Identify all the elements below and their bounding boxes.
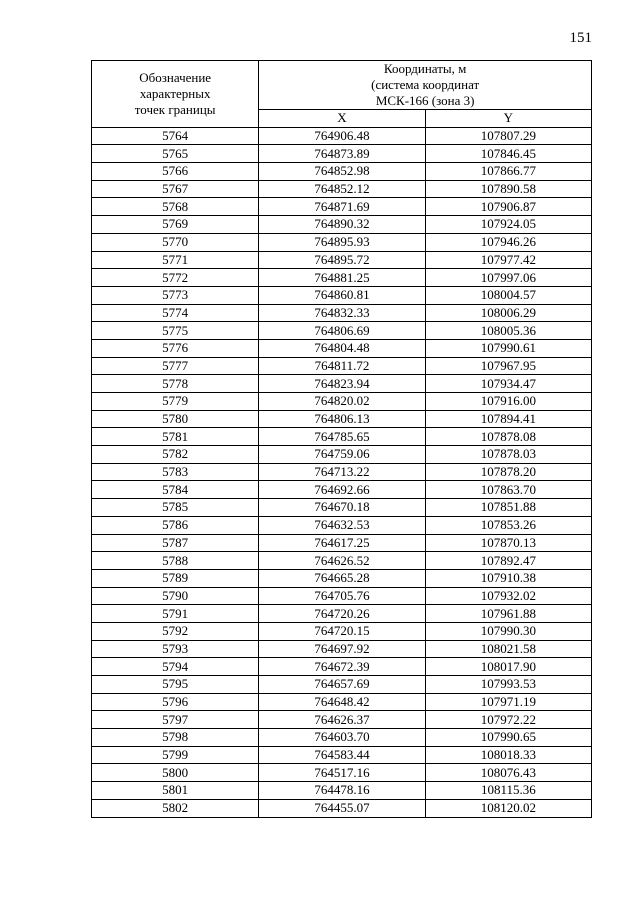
header-point-designation bbox=[92, 61, 259, 128]
cell-y: 107924.05 bbox=[425, 216, 591, 234]
table-row bbox=[92, 269, 592, 287]
table-row bbox=[92, 322, 592, 340]
cell-point: 5782 bbox=[92, 446, 259, 464]
cell-x: 764759.06 bbox=[259, 446, 425, 464]
cell-y: 107866.77 bbox=[425, 163, 591, 181]
table-row bbox=[92, 587, 592, 605]
cell-point: 5789 bbox=[92, 569, 259, 587]
table-row bbox=[92, 499, 592, 517]
cell-point: 5780 bbox=[92, 410, 259, 428]
cell-x: 764785.65 bbox=[259, 428, 425, 446]
table-row bbox=[92, 622, 592, 640]
cell-y: 107997.06 bbox=[425, 269, 591, 287]
table-row bbox=[92, 640, 592, 658]
cell-x: 764806.69 bbox=[259, 322, 425, 340]
cell-x: 764890.32 bbox=[259, 216, 425, 234]
table-row bbox=[92, 481, 592, 499]
cell-y: 107932.02 bbox=[425, 587, 591, 605]
cell-y: 108006.29 bbox=[425, 304, 591, 322]
cell-point: 5781 bbox=[92, 428, 259, 446]
cell-point: 5795 bbox=[92, 676, 259, 694]
header-point-line: Обозначение bbox=[139, 69, 212, 85]
cell-x: 764881.25 bbox=[259, 269, 425, 287]
header-coordinates bbox=[259, 61, 592, 110]
cell-point: 5777 bbox=[92, 357, 259, 375]
cell-x: 764626.37 bbox=[259, 711, 425, 729]
cell-point: 5798 bbox=[92, 729, 259, 747]
table-row bbox=[92, 782, 592, 800]
table-row bbox=[92, 375, 592, 393]
cell-point: 5787 bbox=[92, 534, 259, 552]
cell-y: 107906.87 bbox=[425, 198, 591, 216]
table-row bbox=[92, 676, 592, 694]
table-row bbox=[92, 729, 592, 747]
cell-point: 5776 bbox=[92, 339, 259, 357]
cell-y: 108120.02 bbox=[425, 799, 591, 817]
table-row bbox=[92, 552, 592, 570]
header-coords-line: (система координат bbox=[371, 77, 480, 92]
table-row bbox=[92, 446, 592, 464]
cell-point: 5785 bbox=[92, 499, 259, 517]
table-row bbox=[92, 746, 592, 764]
table-row bbox=[92, 357, 592, 375]
cell-x: 764617.25 bbox=[259, 534, 425, 552]
cell-y: 107946.26 bbox=[425, 233, 591, 251]
cell-point: 5793 bbox=[92, 640, 259, 658]
cell-point: 5766 bbox=[92, 163, 259, 181]
table-row bbox=[92, 304, 592, 322]
cell-y: 107851.88 bbox=[425, 499, 591, 517]
table-row bbox=[92, 605, 592, 623]
cell-point: 5792 bbox=[92, 622, 259, 640]
cell-x: 764895.72 bbox=[259, 251, 425, 269]
cell-y: 107894.41 bbox=[425, 410, 591, 428]
cell-x: 764823.94 bbox=[259, 375, 425, 393]
cell-point: 5801 bbox=[92, 782, 259, 800]
cell-point: 5770 bbox=[92, 233, 259, 251]
cell-point: 5775 bbox=[92, 322, 259, 340]
cell-point: 5802 bbox=[92, 799, 259, 817]
table-row bbox=[92, 145, 592, 163]
table-row bbox=[92, 198, 592, 216]
cell-y: 107967.95 bbox=[425, 357, 591, 375]
cell-point: 5790 bbox=[92, 587, 259, 605]
header-x: X bbox=[259, 110, 425, 128]
table-row bbox=[92, 711, 592, 729]
cell-y: 107990.30 bbox=[425, 622, 591, 640]
cell-y: 107910.38 bbox=[425, 569, 591, 587]
table-row bbox=[92, 251, 592, 269]
cell-y: 107890.58 bbox=[425, 180, 591, 198]
cell-point: 5799 bbox=[92, 746, 259, 764]
cell-point: 5773 bbox=[92, 286, 259, 304]
coordinates-table bbox=[91, 60, 592, 818]
cell-point: 5788 bbox=[92, 552, 259, 570]
cell-point: 5772 bbox=[92, 269, 259, 287]
table-row bbox=[92, 286, 592, 304]
cell-x: 764632.53 bbox=[259, 516, 425, 534]
header-point-line: характерных bbox=[139, 85, 211, 101]
cell-point: 5774 bbox=[92, 304, 259, 322]
cell-y: 107853.26 bbox=[425, 516, 591, 534]
table-row bbox=[92, 463, 592, 481]
cell-point: 5784 bbox=[92, 481, 259, 499]
cell-x: 764720.26 bbox=[259, 605, 425, 623]
cell-x: 764626.52 bbox=[259, 552, 425, 570]
cell-y: 107961.88 bbox=[425, 605, 591, 623]
cell-point: 5779 bbox=[92, 393, 259, 411]
cell-x: 764895.93 bbox=[259, 233, 425, 251]
cell-y: 107993.53 bbox=[425, 676, 591, 694]
cell-x: 764806.13 bbox=[259, 410, 425, 428]
cell-x: 764672.39 bbox=[259, 658, 425, 676]
cell-x: 764871.69 bbox=[259, 198, 425, 216]
cell-y: 108021.58 bbox=[425, 640, 591, 658]
table-row bbox=[92, 658, 592, 676]
table-row bbox=[92, 764, 592, 782]
cell-x: 764873.89 bbox=[259, 145, 425, 163]
table-row bbox=[92, 216, 592, 234]
cell-point: 5786 bbox=[92, 516, 259, 534]
table-row bbox=[92, 163, 592, 181]
cell-y: 107878.20 bbox=[425, 463, 591, 481]
cell-x: 764832.33 bbox=[259, 304, 425, 322]
cell-y: 107990.65 bbox=[425, 729, 591, 747]
cell-point: 5794 bbox=[92, 658, 259, 676]
table-row bbox=[92, 180, 592, 198]
cell-y: 107878.08 bbox=[425, 428, 591, 446]
cell-point: 5783 bbox=[92, 463, 259, 481]
cell-x: 764852.98 bbox=[259, 163, 425, 181]
cell-x: 764860.81 bbox=[259, 286, 425, 304]
cell-x: 764657.69 bbox=[259, 676, 425, 694]
table-body bbox=[92, 127, 592, 817]
cell-point: 5800 bbox=[92, 764, 259, 782]
cell-y: 107892.47 bbox=[425, 552, 591, 570]
cell-x: 764906.48 bbox=[259, 127, 425, 145]
cell-point: 5796 bbox=[92, 693, 259, 711]
cell-x: 764603.70 bbox=[259, 729, 425, 747]
cell-x: 764820.02 bbox=[259, 393, 425, 411]
table-row bbox=[92, 410, 592, 428]
cell-y: 107972.22 bbox=[425, 711, 591, 729]
page-number: 151 bbox=[569, 30, 592, 46]
cell-y: 107863.70 bbox=[425, 481, 591, 499]
cell-x: 764811.72 bbox=[259, 357, 425, 375]
cell-y: 108115.36 bbox=[425, 782, 591, 800]
header-coords-line: Координаты, м bbox=[383, 61, 467, 76]
cell-x: 764692.66 bbox=[259, 481, 425, 499]
cell-y: 107990.61 bbox=[425, 339, 591, 357]
cell-point: 5771 bbox=[92, 251, 259, 269]
cell-x: 764665.28 bbox=[259, 569, 425, 587]
cell-y: 107977.42 bbox=[425, 251, 591, 269]
cell-point: 5767 bbox=[92, 180, 259, 198]
cell-y: 107934.47 bbox=[425, 375, 591, 393]
cell-y: 107870.13 bbox=[425, 534, 591, 552]
cell-x: 764720.15 bbox=[259, 622, 425, 640]
table-row bbox=[92, 127, 592, 145]
header-y: Y bbox=[425, 110, 591, 128]
cell-point: 5778 bbox=[92, 375, 259, 393]
cell-point: 5768 bbox=[92, 198, 259, 216]
cell-x: 764713.22 bbox=[259, 463, 425, 481]
cell-point: 5769 bbox=[92, 216, 259, 234]
cell-x: 764852.12 bbox=[259, 180, 425, 198]
cell-point: 5791 bbox=[92, 605, 259, 623]
cell-y: 107846.45 bbox=[425, 145, 591, 163]
table-row bbox=[92, 693, 592, 711]
cell-x: 764670.18 bbox=[259, 499, 425, 517]
table-row bbox=[92, 534, 592, 552]
table-row bbox=[92, 393, 592, 411]
header-point-line: точек границы bbox=[134, 101, 216, 117]
cell-y: 108018.33 bbox=[425, 746, 591, 764]
cell-y: 108076.43 bbox=[425, 764, 591, 782]
cell-y: 107971.19 bbox=[425, 693, 591, 711]
header-coords-line: МСК-166 (зона 3) bbox=[375, 93, 475, 108]
cell-point: 5797 bbox=[92, 711, 259, 729]
table-row bbox=[92, 569, 592, 587]
cell-x: 764583.44 bbox=[259, 746, 425, 764]
cell-y: 107916.00 bbox=[425, 393, 591, 411]
table-row bbox=[92, 233, 592, 251]
cell-point: 5764 bbox=[92, 127, 259, 145]
cell-y: 107878.03 bbox=[425, 446, 591, 464]
cell-x: 764478.16 bbox=[259, 782, 425, 800]
cell-x: 764705.76 bbox=[259, 587, 425, 605]
cell-y: 108005.36 bbox=[425, 322, 591, 340]
table-row bbox=[92, 339, 592, 357]
cell-x: 764517.16 bbox=[259, 764, 425, 782]
cell-y: 108017.90 bbox=[425, 658, 591, 676]
cell-x: 764455.07 bbox=[259, 799, 425, 817]
table-row bbox=[92, 516, 592, 534]
cell-y: 107807.29 bbox=[425, 127, 591, 145]
table-row bbox=[92, 428, 592, 446]
cell-x: 764804.48 bbox=[259, 339, 425, 357]
cell-y: 108004.57 bbox=[425, 286, 591, 304]
cell-x: 764697.92 bbox=[259, 640, 425, 658]
cell-x: 764648.42 bbox=[259, 693, 425, 711]
table-row bbox=[92, 799, 592, 817]
cell-point: 5765 bbox=[92, 145, 259, 163]
